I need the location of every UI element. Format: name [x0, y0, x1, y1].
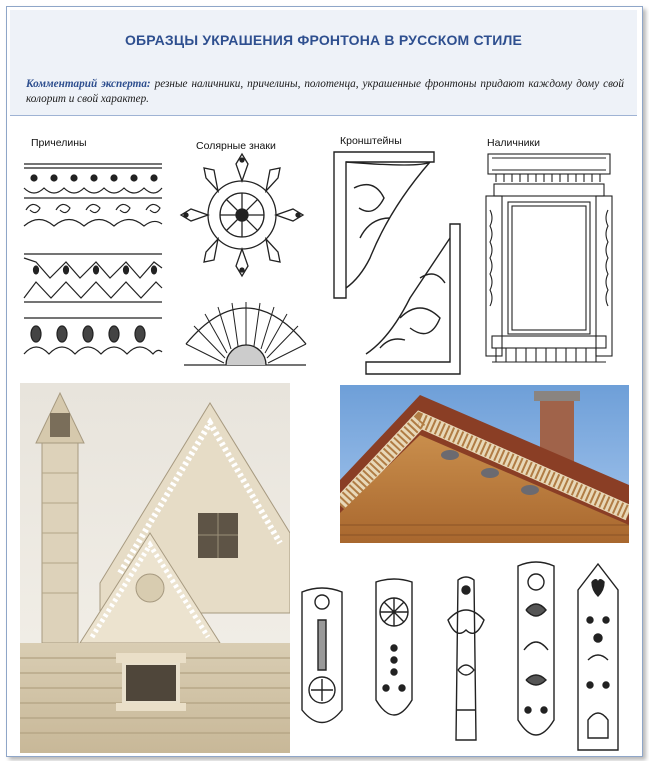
header — [10, 10, 637, 116]
page-title: ОБРАЗЦЫ УКРАШЕНИЯ ФРОНТОНА В РУССКОМ СТИЛЕ — [124, 32, 523, 48]
label-pricheliny: Причелины — [31, 137, 87, 149]
expert-comment — [26, 77, 624, 107]
label-nalichniki: Наличники — [487, 137, 541, 149]
roof-trim-photo — [340, 385, 629, 543]
comment-lead: Комментарий эксперта: — [26, 78, 151, 90]
solar-signs-drawings — [176, 152, 326, 372]
label-kronshteyny: Кронштейны — [340, 135, 402, 147]
polotentsa-drawings — [296, 560, 636, 755]
nalichnik-drawing — [482, 150, 617, 375]
pricheliny-drawings — [22, 158, 167, 363]
label-solar: Солярные знаки — [196, 140, 276, 152]
kronshteyny-drawings — [330, 148, 470, 378]
carved-house-photo — [20, 383, 290, 753]
comment-text: резные наличники, причелины, полотенца, украшенные фронтоны придают каждому дому свой колорит и свой характер. — [26, 78, 624, 105]
